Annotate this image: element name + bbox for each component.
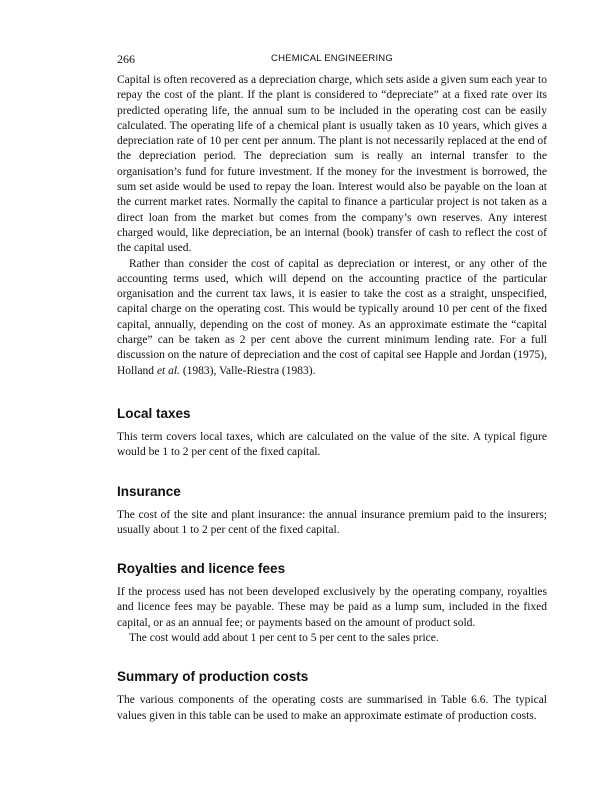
heading-insurance: Insurance [117,483,181,499]
page-header [117,52,547,68]
running-head: CHEMICAL ENGINEERING [271,53,393,64]
heading-local-taxes: Local taxes [117,405,191,421]
page-number: 266 [117,52,135,66]
royalties-paragraph-1: If the process used has not been developed exclusively by the operating company, royalties and licence fees may be payable. These may be paid as a lump sum, included in the fixed capital, or as an annual fee; or payments based on the amount of product sold. [117,586,547,629]
page-body [117,73,547,724]
royalties-paragraph-2: The cost would add about 1 per cent to 5 per cent to the sales price. [129,632,439,645]
summary-paragraph: The various components of the operating costs are summarised in Table 6.6. The typical values given in this table can be used to make an approximate estimate of production costs. [117,694,547,722]
heading-summary: Summary of production costs [117,669,309,685]
et-al-italic: et al. [156,364,180,377]
intro-paragraph-2 [117,257,547,379]
intro-paragraph-2-end: (1983), Valle-Riestra (1983). [179,364,316,377]
intro-paragraph-2-text: Rather than consider the cost of capital as depreciation or interest, or any other of the accounting terms used, which will depend on the accounting practice of the particular organisation and the current tax laws, it is easier to take the cost as a straight, unspecified, capital charge on the operating cost. This would be typically around 10 per cent of the fixed capital, annually, depending on the cost of money. As an approximate estimate the “capital charge” can be taken as 2 per cent above the current minimum lending rate. For a full discussion on the nature of depreciation and the cost of capital see Happle and Jordan (1975), Holland [117,257,547,377]
heading-royalties: Royalties and licence fees [117,561,286,577]
intro-paragraph-1: Capital is often recovered as a depreciation charge, which sets aside a given sum each year to repay the cost of the plant. If the plant is considered to “depreciate” at a fixed rate over its predicted operating life, the annual sum to be included in the operating cost can be easily calculated. The operating life of a chemical plant is usually taken as 10 years, which gives a depreciation rate of 10 per cent per annum. The plant is not necessarily replaced at the end of the depreciation period. The depreciation sum is really an internal transfer to the organisation’s fund for future investment. If the money for the investment is borrowed, the sum set aside would be used to repay the loan. Interest would also be payable on the loan at the current market rates. Normally the capital to finance a particular project is not taken as a direct loan from the market but comes from the company’s own reserves. Any interest charged would, like depreciation, be an internal (book) transfer of cash to reflect the cost of the capital used. [117,74,547,255]
insurance-paragraph: The cost of the site and plant insurance: the annual insurance premium paid to the insurers; usually about 1 to 2 per cent of the fixed capital. [117,508,547,536]
local-taxes-paragraph: This term covers local taxes, which are calculated on the value of the site. A typical figure would be 1 to 2 per cent of the fixed capital. [117,430,547,459]
